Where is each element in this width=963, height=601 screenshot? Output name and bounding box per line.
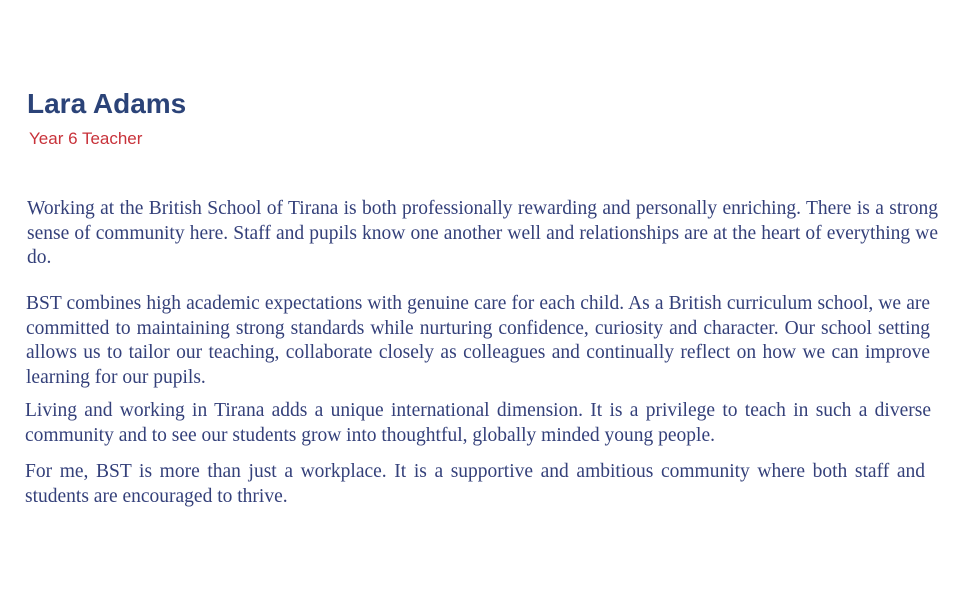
- teacher-role: Year 6 Teacher: [29, 129, 143, 148]
- teacher-name: Lara Adams: [27, 88, 187, 119]
- testimonial-paragraph-1: Working at the British School of Tirana is both professionally rewarding and personally enriching. There is a strong sense of community here. Staff and pupils know one another well and relationships are at the heart of everything we do.: [27, 198, 938, 269]
- testimonial-paragraph-4: For me, BST is more than just a workplace. It is a supportive and ambitious community where both staff and students are encouraged to thrive.: [25, 461, 925, 507]
- testimonial-paragraph-2: BST combines high academic expectations with genuine care for each child. As a British curriculum school, we are committed to maintaining strong standards while nurturing confidence, curiosity and character. Our school setting allows us to tailor our teaching, collaborate closely as colleagues and continually reflect on how we can improve learning for our pupils.: [26, 293, 930, 389]
- testimonial-paragraph-3: Living and working in Tirana adds a unique international dimension. It is a privilege to teach in such a diverse community and to see our students grow into thoughtful, globally minded young people.: [25, 400, 931, 446]
